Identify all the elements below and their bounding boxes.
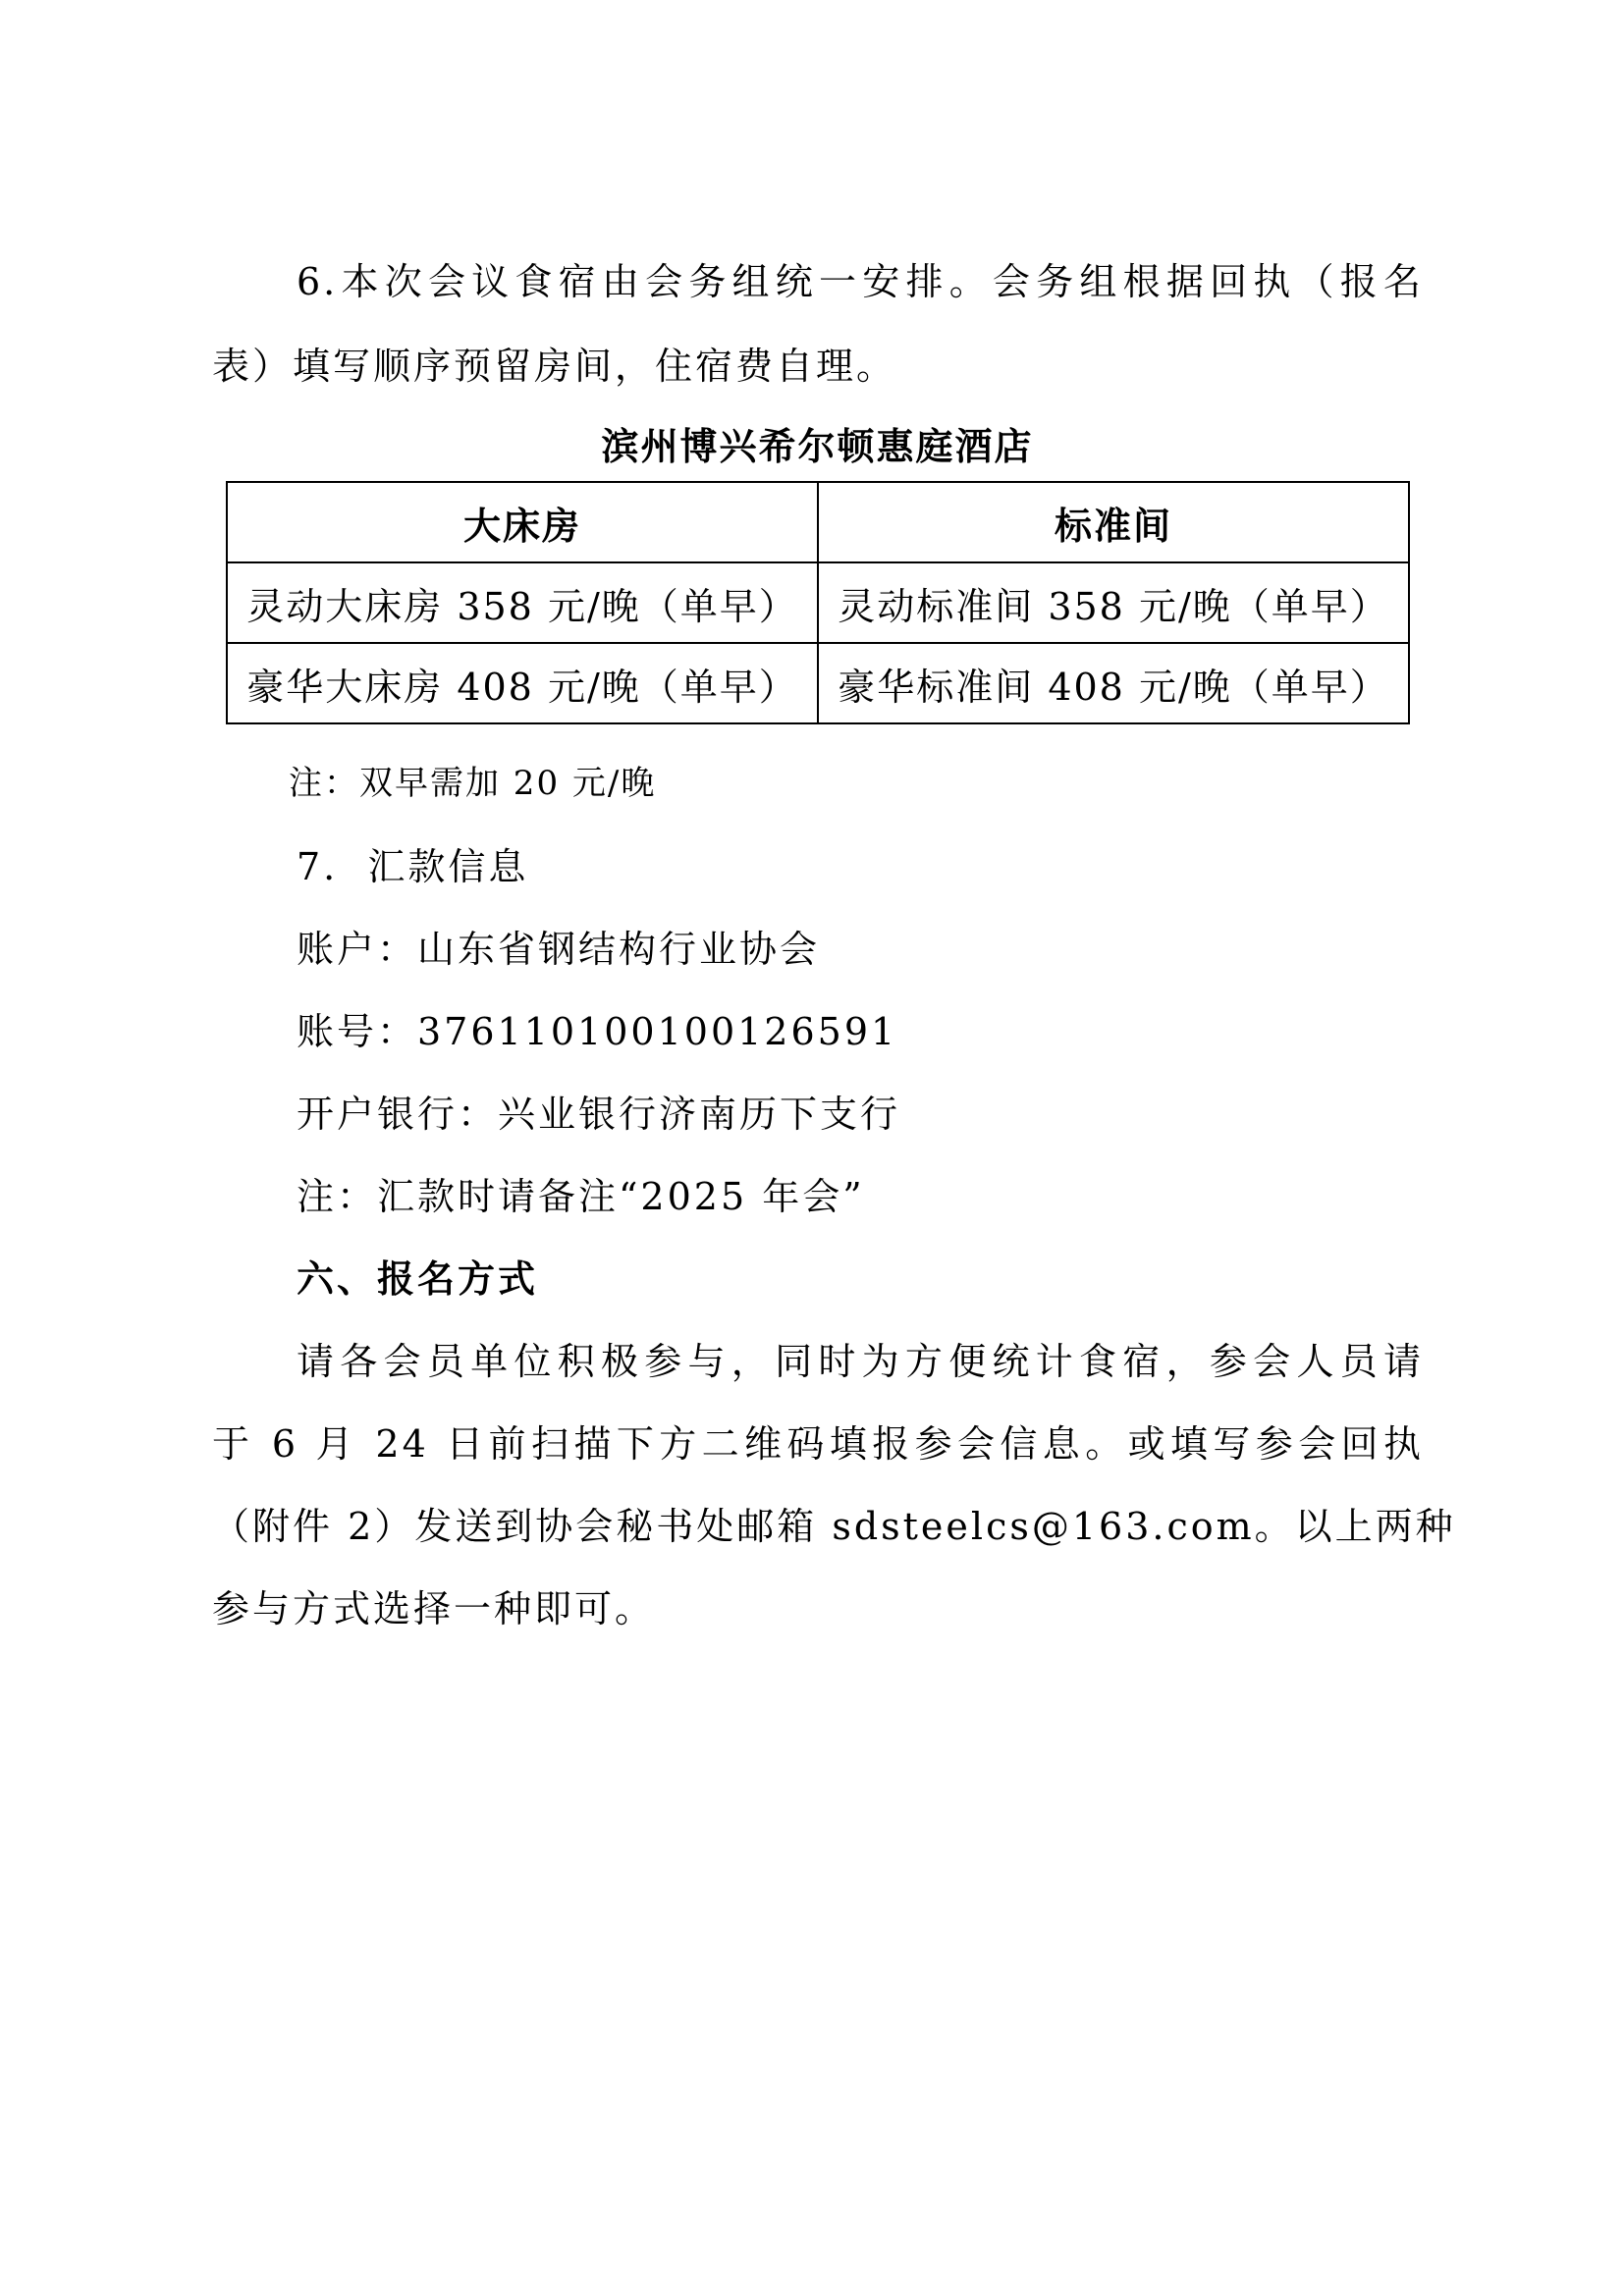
table-row [227,643,1409,723]
hotel-room-table [226,481,1410,724]
table-cell: 灵动大床房 358 元/晚（单早） [227,562,818,643]
header-standard-room: 标准间 [818,482,1409,562]
table-row [227,562,1409,643]
hotel-table-title: 滨州博兴希尔顿惠庭酒店 [601,424,1034,468]
section6-line4: 参与方式选择一种即可。 [212,1587,656,1630]
breakfast-note: 注：双早需加 20 元/晚 [289,764,657,803]
header-king-room: 大床房 [227,482,818,562]
bank-name: 开户银行：兴业银行济南历下支行 [297,1093,901,1136]
item6-line1: 6.本次会议食宿由会务组统一安排。会务组根据回执（报名 [297,260,1424,303]
item7-title: 7. 汇款信息 [297,845,529,888]
section6-line2: 于 6 月 24 日前扫描下方二维码填报参会信息。或填写参会回执 [212,1422,1424,1466]
table-cell: 灵动标准间 358 元/晚（单早） [818,562,1409,643]
section6-line3: （附件 2）发送到协会秘书处邮箱 sdsteelcs@163.com。以上两种 [212,1505,1456,1548]
remittance-remark: 注：汇款时请备注“2025 年会” [297,1175,865,1218]
item6-line2: 表）填写顺序预留房间，住宿费自理。 [212,345,897,388]
table-cell: 豪华标准间 408 元/晚（单早） [818,643,1409,723]
account-name: 账户：山东省钢结构行业协会 [297,928,821,971]
section6-line1: 请各会员单位积极参与，同时为方便统计食宿，参会人员请 [297,1340,1424,1383]
account-number: 账号：376110100100126591 [297,1010,898,1053]
table-cell: 豪华大床房 408 元/晚（单早） [227,643,818,723]
section6-heading: 六、报名方式 [297,1256,539,1301]
table-header-row [227,482,1409,562]
